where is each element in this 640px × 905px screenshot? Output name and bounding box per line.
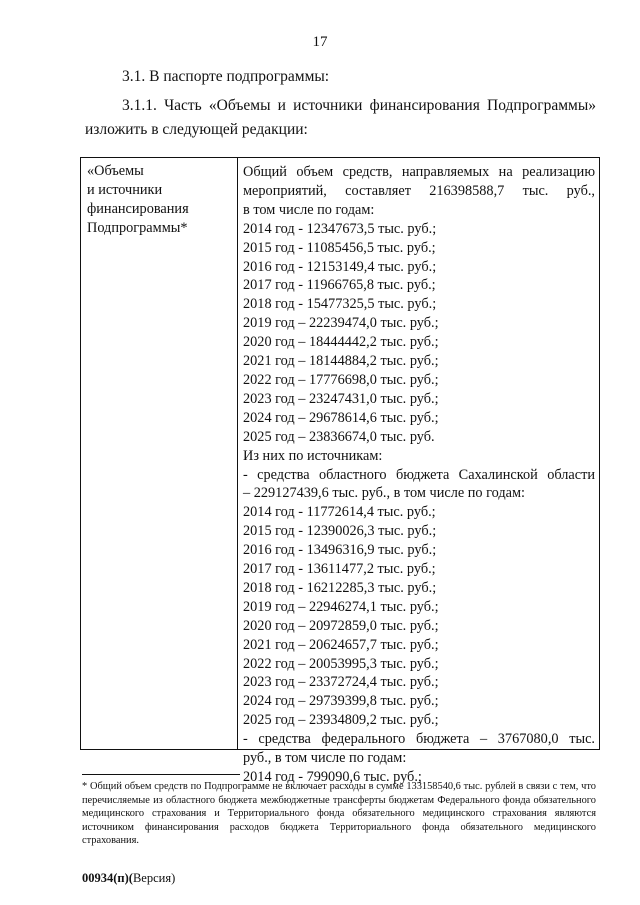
table-line: 2018 год - 15477325,5 тыс. руб.; xyxy=(243,296,437,313)
table-line: 2015 год - 11085456,5 тыс. руб.; xyxy=(243,239,436,256)
table-line: 2017 год - 13611477,2 тыс. руб.; xyxy=(243,561,436,578)
table-line: 2018 год - 16212285,3 тыс. руб.; xyxy=(243,579,437,596)
table-line: 2023 год – 23372724,4 тыс. руб.; xyxy=(243,674,439,691)
table-line: 2020 год – 20972859,0 тыс. руб.; xyxy=(243,617,439,634)
table-line: 2021 год – 18144884,2 тыс. руб.; xyxy=(243,353,439,370)
table-line: 2019 год – 22946274,1 тыс. руб.; xyxy=(243,598,439,615)
table-line: 2016 год - 13496316,9 тыс. руб.; xyxy=(243,542,437,559)
table-line: Из них по источникам: xyxy=(243,447,383,464)
financing-table xyxy=(80,157,600,785)
table-line: Подпрограммы* xyxy=(87,220,188,236)
table-line: 2022 год – 20053995,3 тыс. руб.; xyxy=(243,655,439,672)
document-code xyxy=(82,871,175,886)
table-line: 2024 год – 29739399,8 тыс. руб.; xyxy=(243,693,439,710)
footnote-separator xyxy=(82,774,240,775)
table-line: 2025 год – 23836674,0 тыс. руб. xyxy=(243,428,435,445)
paragraph-line-1: 3.1.1. Часть «Объемы и источники финансирования Подпрограммы» xyxy=(122,97,596,114)
document-code-number: 00934(п)( xyxy=(82,871,133,885)
table-line: в том числе по годам: xyxy=(243,201,375,218)
table-line: 2024 год – 29678614,6 тыс. руб.; xyxy=(243,409,439,426)
footnote-text: * Общий объем средств по Подпрограмме не включает расходы в сумме 133158540,6 тыс. рублей в связи с тем, что перечисляемые из областного бюджета межбюджетные трансферты бюджетам Федерального фонда обязательного медицинского страхования и Территориального фонда обязательного медицинского страхования являются источником финансирования расходов бюджета Территориального фонда обязательного медицинского страхования. xyxy=(82,781,596,847)
table-line: 2015 год - 12390026,3 тыс. руб.; xyxy=(243,523,437,540)
section-heading: 3.1. В паспорте подпрограммы: xyxy=(122,68,330,85)
table-line: 2014 год - 11772614,4 тыс. руб.; xyxy=(243,504,436,521)
table-line: 2019 год – 22239474,0 тыс. руб.; xyxy=(243,315,439,332)
page-number: 17 xyxy=(312,34,328,50)
table-column-divider xyxy=(237,158,238,749)
table-line: 2025 год – 23934809,2 тыс. руб.; xyxy=(243,712,439,729)
table-line: руб., в том числе по годам: xyxy=(243,750,407,767)
table-line: - средства федерального бюджета – 3767080,0 тыс. xyxy=(243,731,595,748)
table-line: 2022 год – 17776698,0 тыс. руб.; xyxy=(243,371,439,388)
table-line: 2014 год - 12347673,5 тыс. руб.; xyxy=(243,220,437,237)
table-line: 2020 год – 18444442,2 тыс. руб.; xyxy=(243,334,439,351)
document-version: Версия) xyxy=(132,871,176,885)
table-line: 2014 год - 799090,6 тыс. руб.; xyxy=(243,769,422,785)
table-line: – 229127439,6 тыс. руб., в том числе по годам: xyxy=(243,485,525,502)
table-line: 2021 год – 20624657,7 тыс. руб.; xyxy=(243,636,439,653)
table-right-cell xyxy=(243,163,595,787)
table-line: 2023 год – 23247431,0 тыс. руб.; xyxy=(243,390,439,407)
table-line: «Объемы xyxy=(87,163,144,179)
table-line: финансирования xyxy=(87,201,189,217)
paragraph-line-2: изложить в следующей редакции: xyxy=(85,121,308,138)
table-line: - средства областного бюджета Сахалинской области xyxy=(243,466,595,483)
table-line: Общий объем средств, направляемых на реализацию xyxy=(243,164,595,180)
table-line: 2016 год - 12153149,4 тыс. руб.; xyxy=(243,258,437,275)
table-left-cell xyxy=(87,162,233,238)
table-line: и источники xyxy=(87,182,163,198)
table-line: мероприятий, составляет 216398588,7 тыс. руб., xyxy=(243,182,595,199)
table-line: 2017 год - 11966765,8 тыс. руб.; xyxy=(243,277,436,294)
